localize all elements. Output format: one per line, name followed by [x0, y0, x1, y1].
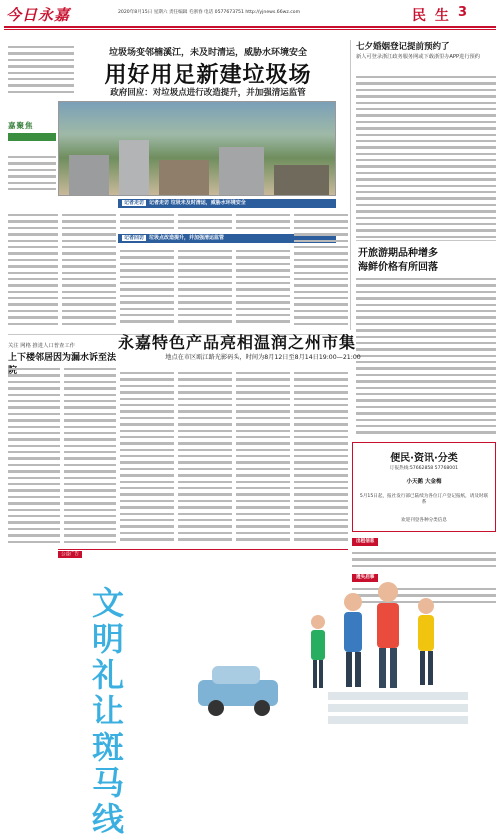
main-col-3a	[120, 210, 174, 232]
main-col-6	[294, 210, 348, 328]
dateline: 2020年8月15日 星期六 责任编辑 毛浙春 电话 0577673751 http://yjnews.66wz.com	[118, 10, 301, 15]
feature-col-3	[236, 368, 290, 548]
ad-illustration	[178, 562, 478, 732]
notice-tag-2: 遗失启事	[352, 574, 378, 582]
car-icon	[198, 666, 278, 716]
strip-2-tag: 记者回访	[124, 235, 145, 241]
page-number: 3	[458, 5, 468, 20]
ad-rule	[58, 549, 348, 550]
strip-2-text: 垃圾点改造提升，并加强清运监管	[149, 235, 225, 241]
feature-subhead: 地点在市区瓯江路光影码头，时间为8月12日至8月14日19:00—21:00	[165, 354, 361, 361]
strip-1-tag: 记者走访	[124, 200, 145, 206]
newspaper-logo: 今日永嘉	[6, 6, 71, 24]
r1-subhead: 新人可登录浙江政务服务网或下载浙里办APP进行预约	[356, 54, 480, 60]
main-col-1	[8, 210, 58, 328]
left2-col-1	[8, 364, 60, 548]
masthead-rule-thin	[4, 29, 496, 30]
service-note-2: 5月15日起，报社发行部已陆续为各位订户登记报纸，请及时联系	[359, 494, 489, 505]
feature-col-2	[178, 368, 232, 548]
feature-col-4	[294, 368, 348, 548]
strip-1	[118, 199, 336, 208]
people-group-icon	[311, 582, 434, 688]
left2-headline: 上下楼邻居因为漏水诉至法院	[8, 353, 117, 376]
strip-1-text: 记者走访 垃圾未及时清运，威胁水环境安全	[149, 200, 246, 206]
left2-col-2	[64, 364, 116, 548]
main-col-3b	[120, 246, 174, 328]
zebra-crossing-icon	[328, 692, 468, 724]
r1-body	[356, 72, 496, 238]
service-title: 便民·资讯·分类	[390, 453, 458, 464]
brand-caption-text	[8, 152, 56, 196]
r2-headline: 开旅游期品种增多	[358, 248, 438, 259]
service-names: 小天鹅 大金梅	[406, 479, 442, 485]
feature-col-1	[120, 368, 174, 548]
r1-headline: 七夕婚姻登记提前预约了	[356, 42, 450, 52]
brand-badge	[8, 120, 56, 150]
feature-headline: 永嘉特色产品亮相温润之州市集	[118, 333, 357, 352]
main-headline: 用好用足新建垃圾场	[104, 63, 312, 88]
section-title: 民 生	[412, 8, 451, 24]
main-col-5b	[236, 246, 290, 328]
service-phones: 订报热线:57662858 57768001	[389, 466, 459, 471]
brand-badge-title: 嘉聚焦	[8, 121, 34, 130]
photo-overlay-caption	[58, 158, 336, 198]
main-col-4b	[178, 246, 232, 328]
masthead-rule	[4, 26, 496, 28]
masthead	[0, 0, 500, 36]
ad-tag: 公益广告	[58, 551, 82, 558]
main-col-4a	[178, 210, 232, 232]
main-col-2	[62, 210, 116, 328]
brand-badge-bar	[8, 133, 56, 141]
r2-headline-2: 海鲜价格有所回落	[358, 262, 438, 273]
r-divider-1	[356, 240, 496, 241]
main-subhead: 政府回应：对垃圾点进行改造提升，并加强清运监管	[110, 88, 306, 98]
intro-text-column	[8, 42, 74, 98]
main-kicker: 垃圾场变邻楠溪江，未及时清运，威胁水环境安全	[108, 48, 307, 58]
notice-tag-1: 出租信息	[352, 538, 378, 546]
ad-slogan: 文明礼让斑马线	[92, 584, 124, 838]
left2-kicker: 关注 网格 推进人口普查工作	[8, 343, 75, 349]
column-divider-right	[350, 40, 351, 330]
service-box	[352, 442, 496, 532]
service-note: 欢迎刊登各种分类信息	[401, 518, 447, 523]
main-col-5a	[236, 210, 290, 232]
